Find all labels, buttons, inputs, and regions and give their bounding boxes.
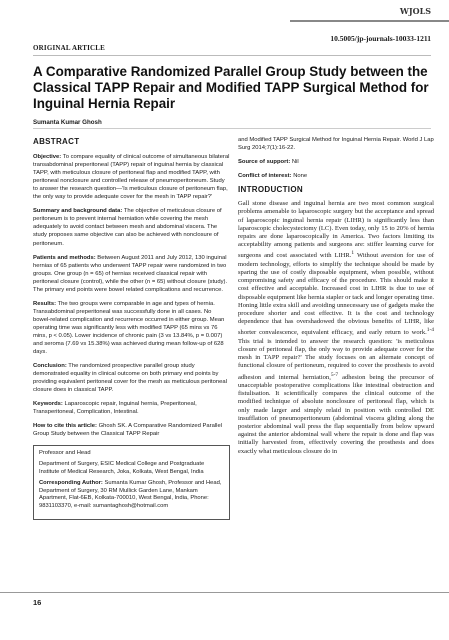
objective-text: To compare equality of clinical outcome of simultaneous bilateral transabdominal preperitoneal (TAPP) repair of inguinal hernia by classical TAPP, with meticulous closure of peritoneal flap and modified TAPP, with peritoneal nonclosure and controlled release of pneumoperitoneum. Study to answer the research question—'Is meticulous closure of peritoneum flap, the only way to provide adequate cover for the mesh in TAPP repair?' [33,154,230,201]
conflict-of-interest [238,172,434,180]
abstract-objective [33,153,230,201]
results-text: The two groups were comparable in age and types of hernia. Transabdominal preperitoneal was successfully done in all cases. No bowel-related complication and recurrence occurred in either group. Mean operating time was significantly less with modified TAPP (65 mins vs 76 mins, p < 0.05). Lower incidence of chronic pain (3 vs 13.84%, p = 0.007) and seroma (7.69 vs 15.38%) was achieved during mean follow-up of 628 days. [33,300,225,356]
doi[interactable]: 10.5005/jp-journals-10033-1211 [330,34,431,43]
corresponding-label: Corresponding Author: [39,480,103,487]
conflict-text: None [293,173,308,180]
left-column [33,136,230,520]
introduction-heading: INTRODUCTION [238,185,303,195]
intro-text-d: adhesion being the precursor of unacceptable postoperative complications like intestinal obstruction and fistulisation. It scientifically compares the clinical outcome of the modified technique of absolute nonclosure of peritoneal flap, which is only made larger and simply relaid in position with controlled DE insufflation of pneumoperitoneum (abdominal viscera gliding along the posterior abdominal wall press the flap sequentially from below upward against the anterior abdominal wall where the repair is done and flap was initially harvested from, effectively covering the prosthesis and does exactly what meticulous closure do in [238,373,434,455]
cite-continued: and Modified TAPP Surgical Method for Inguinal Hernia Repair. World J Lap Surg 2014;7(1):16-22. [238,137,434,152]
intro-text-a: Gall stone disease and inguinal hernia are two most common surgical problems amenable to laparoscopic surgery but the acceptance and spread of laparoscopic inguinal hernia repair (LIHR) is significantly less than laparoscopic cholecystectomy (LC). Even today, only 15 to 20% of hernia repairs are done laparoscopically in America. Two factors limiting its acceptability among patients and surgeons are: stiffer learning curve for surgeons and cost associated with LIHR. [238,200,434,260]
top-divider [33,55,431,56]
abstract-results [33,300,230,356]
conclusion-text: The randomized prospective parallel group study demonstrated equality in clinical outcome on both primary end points by providing equivalent peritoneal cover for the mesh as meticulous peritoneal closure does in classical TAPP. [33,363,227,394]
abstract-conclusion [33,362,230,394]
how-to-cite [33,422,230,438]
author-name: Sumanta Kumar Ghosh [33,119,102,126]
author-position: Professor and Head [39,449,91,456]
abstract-keywords [33,400,230,416]
journal-name: WJOLS [399,6,431,16]
intro-text-c: This trial is intended to answer the research question: 'is meticulous closure of peritoneal flap, the only way to provide adequate cover for the mesh in TAPP repair?' The study focuses on an alternate concept of functional closure of peritoneum, required to cover the prosthesis to avoid adhesion and internal herniation, [238,337,434,381]
conflict-label: Conflict of interest: [238,173,292,180]
article-title: A Comparative Randomized Parallel Group Study between the Classical TAPP Repair and Modified TAPP Surgical Method for Inguinal Hernia Repair [33,64,429,111]
keywords-text: Laparoscopic repair, Inguinal hernia, Preperitoneal, Transperitoneal, Complication, Intestinal. [33,401,197,416]
support-text: Nil [291,159,299,166]
cite-label: How to cite this article: [33,423,97,430]
journal-rule [290,20,449,22]
summary-label: Summary and background data: [33,208,123,215]
intro-text-b: Without aversion for use of modern technology, efforts to simplify the technique should be made by sparing the use of costly disposable equipment, when possible, without compromising safety and efficacy of the procedure. This should make it cost effective and acceptable. Increased cost in LIHR is due to use of disposable equipment like hernia stapler or tack and longer operating time. Honing little extra skill and avoiding unnecessary use of gadgets make the procedure shorter and cost effective. It is the cost and technology dependence that has overshadowed the obvious benefits of LIHR, like shorter convalescence, equivalent efficacy, and early return to work. [238,252,434,337]
methods-text: Between August 2011 and July 2012, 130 inguinal hernias of 65 patients who underwent TAPP repair were randomized in two groups. One group (n = 65) of hernias received classical repair with peritoneal closure (control), while the other (n = 65) without closure (study). The primary end points were bowel related complications and recurrence. [33,254,228,293]
right-column [238,136,434,456]
bottom-divider [0,592,449,593]
intro-ref-3: 5-7 [330,371,339,378]
affiliation-box [33,445,230,520]
source-of-support [238,158,434,166]
results-label: Results: [33,300,57,307]
corresponding-text: Sumanta Kumar Ghosh, Professor and Head, Department of Surgery, 30 RM Mullick Garden Lane, Mankam Apartment, Flat-6EB, Kolkata-700010, West Bengal, India, Phone: 9831103370, e-mail: sumantaghosh@hotmail.com [39,480,222,510]
summary-text: The objective of meticulous closure of peritoneum is to prevent internal herniation while covering the mesh adequately to avoid contact between mesh and abdominal viscera. The study proposes same objective can also be achieved with nonclosure of peritoneum. [33,208,222,247]
author-department: Department of Surgery, ESIC Medical College and Postgraduate Institute of Medical Research, Joka, Kolkata, West Bengal, India [39,461,205,475]
author-divider [33,128,431,129]
abstract-summary [33,207,230,247]
corresponding-author [39,480,224,510]
objective-label: Objective: [33,154,62,161]
page-number: 16 [33,598,42,607]
abstract-methods [33,254,230,294]
cite-text-start: Ghosh SK. A Comparative Randomized Parallel Group Study between the Classical TAPP Repair [33,423,223,438]
conclusion-label: Conclusion: [33,363,67,370]
introduction-text [238,200,434,456]
intro-ref-1: 1 [351,250,355,257]
intro-ref-2: 1-4 [426,327,434,334]
support-label: Source of support: [238,159,291,166]
keywords-label: Keywords: [33,401,63,408]
section-type: ORIGINAL ARTICLE [33,44,106,52]
abstract-heading: ABSTRACT [33,137,80,146]
methods-label: Patients and methods: [33,254,96,261]
